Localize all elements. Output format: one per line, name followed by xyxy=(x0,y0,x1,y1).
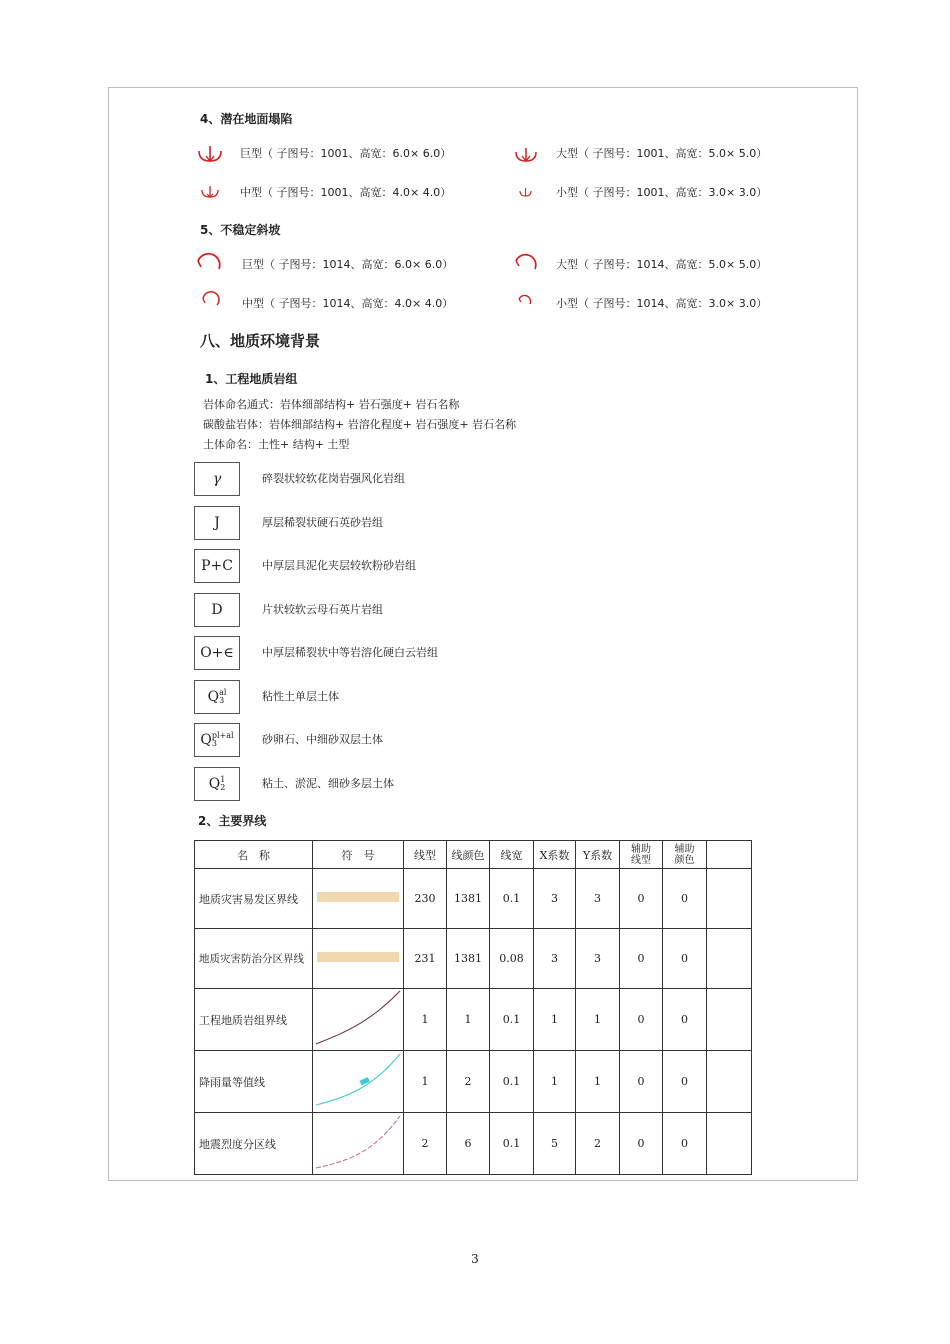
line-width: 0.1 xyxy=(490,1113,534,1175)
x-factor: 3 xyxy=(534,869,576,929)
naming-rule: 岩体命名通式：岩体细部结构+ 岩石强度+ 岩石名称 xyxy=(203,398,460,411)
rock-group-symbol: Q 1 2 xyxy=(194,767,240,801)
aux-line-type: 0 xyxy=(620,989,663,1051)
aux-line-type: 0 xyxy=(620,869,663,929)
boundaries-title: 2、主要界线 xyxy=(198,814,267,828)
line-name: 地质灾害易发区界线 xyxy=(195,869,313,929)
x-factor: 3 xyxy=(534,929,576,989)
aux-line-type: 0 xyxy=(620,1113,663,1175)
line-name: 地质灾害防治分区界线 xyxy=(195,929,313,989)
aux-color: 0 xyxy=(663,929,707,989)
ground-collapse-icon xyxy=(197,142,223,164)
unstable-slope-icon xyxy=(512,249,540,275)
slope-medium-label: 中型（ 子图号：1014、高宽：4.0× 4.0） xyxy=(242,297,454,310)
line-width: 0.1 xyxy=(490,989,534,1051)
rock-group-symbol: D xyxy=(194,593,240,627)
line-type: 1 xyxy=(404,989,447,1051)
unstable-slope-icon xyxy=(517,292,535,308)
line-symbol xyxy=(313,1051,404,1113)
header-cell: 线颜色 xyxy=(447,841,490,869)
line-width: 0.1 xyxy=(490,1051,534,1113)
table-header-row xyxy=(195,841,752,869)
boundary-line-table xyxy=(194,840,752,1175)
line-color: 6 xyxy=(447,1113,490,1175)
line-width: 0.08 xyxy=(490,929,534,989)
aux-line-type: 0 xyxy=(620,1051,663,1113)
empty-cell xyxy=(707,869,752,929)
slope-large-label: 大型（ 子图号：1014、高宽：5.0× 5.0） xyxy=(556,258,768,271)
line-name: 工程地质岩组界线 xyxy=(195,989,313,1051)
naming-rule: 碳酸盐岩体：岩体细部结构+ 岩溶化程度+ 岩石强度+ 岩石名称 xyxy=(203,418,517,431)
line-type: 1 xyxy=(404,1051,447,1113)
line-symbol xyxy=(313,929,404,989)
rock-group-symbol: P+C xyxy=(194,549,240,583)
header-cell: X系数 xyxy=(534,841,576,869)
rock-group-title: 1、工程地质岩组 xyxy=(205,372,298,386)
collapse-large-label: 大型（ 子图号：1001、高宽：5.0× 5.0） xyxy=(556,147,768,160)
header-cell: 辅助线型 xyxy=(620,841,663,869)
aux-color: 0 xyxy=(663,1113,707,1175)
x-factor: 1 xyxy=(534,1051,576,1113)
x-factor: 5 xyxy=(534,1113,576,1175)
collapse-medium-label: 中型（ 子图号：1001、高宽：4.0× 4.0） xyxy=(240,186,452,199)
line-type: 2 xyxy=(404,1113,447,1175)
rock-group-desc: 碎裂状较软花岗岩强风化岩组 xyxy=(262,472,405,485)
section4-title: 4、潜在地面塌陷 xyxy=(200,112,293,126)
line-name: 降雨量等值线 xyxy=(195,1051,313,1113)
line-width: 0.1 xyxy=(490,869,534,929)
header-cell: 辅助颜色 xyxy=(663,841,707,869)
rock-group-symbol: O+∈ xyxy=(194,636,240,670)
header-cell: Y系数 xyxy=(576,841,620,869)
table-row xyxy=(195,1051,752,1113)
slope-small-label: 小型（ 子图号：1014、高宽：3.0× 3.0） xyxy=(556,297,768,310)
line-type: 230 xyxy=(404,869,447,929)
ground-collapse-icon xyxy=(519,187,532,198)
rock-group-desc: 片状较软云母石英片岩组 xyxy=(262,603,383,616)
header-cell: 符 号 xyxy=(313,841,404,869)
rock-group-desc: 粘性土单层土体 xyxy=(262,690,339,703)
line-color: 1381 xyxy=(447,869,490,929)
rock-group-symbol: Q al 3 xyxy=(194,680,240,714)
page-number: 3 xyxy=(471,1252,479,1266)
table-row xyxy=(195,1113,752,1175)
collapse-small-label: 小型（ 子图号：1001、高宽：3.0× 3.0） xyxy=(556,186,768,199)
line-color: 1381 xyxy=(447,929,490,989)
table-row xyxy=(195,989,752,1051)
rock-group-symbol: Q pl+al 3 xyxy=(194,723,240,757)
chapter-title: 八、地质环境背景 xyxy=(200,332,321,350)
aux-color: 0 xyxy=(663,989,707,1051)
x-factor: 1 xyxy=(534,989,576,1051)
line-color: 2 xyxy=(447,1051,490,1113)
y-factor: 2 xyxy=(576,1113,620,1175)
naming-rule: 土体命名：土性+ 结构+ 土型 xyxy=(203,438,350,451)
empty-cell xyxy=(707,1051,752,1113)
line-symbol xyxy=(313,1113,404,1175)
y-factor: 1 xyxy=(576,989,620,1051)
aux-color: 0 xyxy=(663,869,707,929)
header-cell: 线型 xyxy=(404,841,447,869)
rock-group-desc: 中厚层具泥化夹层较软粉砂岩组 xyxy=(262,559,416,572)
rock-group-desc: 中厚层稀裂状中等岩溶化硬白云岩组 xyxy=(262,646,438,659)
y-factor: 3 xyxy=(576,929,620,989)
y-factor: 3 xyxy=(576,869,620,929)
table-row xyxy=(195,869,752,929)
rock-group-symbol: J xyxy=(194,506,240,540)
empty-cell xyxy=(707,929,752,989)
line-symbol xyxy=(313,869,404,929)
ground-collapse-icon xyxy=(201,184,219,199)
rock-group-desc: 砂卵石、中细砂双层土体 xyxy=(262,733,383,746)
aux-color: 0 xyxy=(663,1051,707,1113)
header-cell xyxy=(707,841,752,869)
aux-line-type: 0 xyxy=(620,929,663,989)
header-cell: 线宽 xyxy=(490,841,534,869)
line-type: 231 xyxy=(404,929,447,989)
header-cell: 名 称 xyxy=(195,841,313,869)
empty-cell xyxy=(707,1113,752,1175)
ground-collapse-icon xyxy=(514,144,538,164)
empty-cell xyxy=(707,989,752,1051)
unstable-slope-icon xyxy=(200,290,222,310)
y-factor: 1 xyxy=(576,1051,620,1113)
unstable-slope-icon xyxy=(194,247,224,277)
rock-group-desc: 粘土、淤泥、细砂多层土体 xyxy=(262,777,394,790)
collapse-giant-label: 巨型（ 子图号：1001、高宽：6.0× 6.0） xyxy=(240,147,452,160)
line-name: 地震烈度分区线 xyxy=(195,1113,313,1175)
rock-group-symbol: γ xyxy=(194,462,240,496)
slope-giant-label: 巨型（ 子图号：1014、高宽：6.0× 6.0） xyxy=(242,258,454,271)
section5-title: 5、不稳定斜坡 xyxy=(200,223,281,237)
line-color: 1 xyxy=(447,989,490,1051)
table-row xyxy=(195,929,752,989)
rock-group-desc: 厚层稀裂状硬石英砂岩组 xyxy=(262,516,383,529)
line-symbol xyxy=(313,989,404,1051)
